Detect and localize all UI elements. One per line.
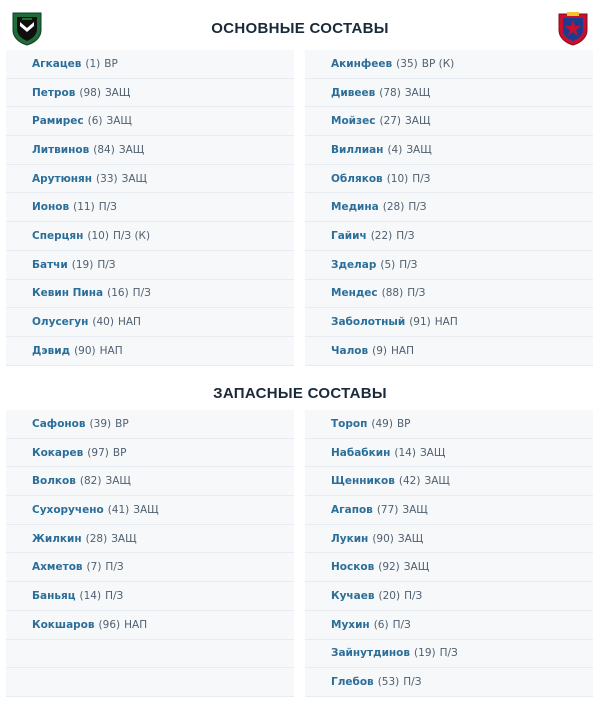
- player-position: ЗАЩ: [133, 503, 159, 516]
- player-position: ЗАЩ: [104, 86, 131, 99]
- player-row[interactable]: [6, 496, 294, 525]
- player-row[interactable]: [6, 193, 294, 222]
- player-row[interactable]: [305, 107, 593, 136]
- player-row[interactable]: [6, 582, 294, 611]
- player-position: ЗАЩ: [105, 475, 131, 488]
- player-position: П/З: [392, 618, 411, 631]
- player-row[interactable]: [305, 251, 593, 280]
- player-row[interactable]: [6, 165, 294, 194]
- player-position: П/З (К): [112, 229, 151, 242]
- player-row[interactable]: [305, 439, 593, 468]
- player-row[interactable]: [305, 165, 593, 194]
- player-position: П/З: [403, 676, 422, 689]
- player-position: НАП: [124, 618, 148, 631]
- player-name[interactable]: Рамирес: [32, 115, 84, 128]
- player-position: П/З: [404, 589, 423, 602]
- player-name[interactable]: Гайич: [331, 229, 367, 242]
- player-number: (53): [377, 676, 400, 689]
- player-number: (19): [71, 258, 94, 271]
- player-name[interactable]: Обляков: [331, 172, 383, 185]
- player-row[interactable]: [305, 79, 593, 108]
- player-number: (5): [380, 258, 396, 271]
- player-number: (90): [372, 532, 394, 545]
- player-position: НАП: [99, 344, 123, 357]
- player-position: ЗАЩ: [403, 561, 430, 574]
- player-row[interactable]: [305, 611, 593, 640]
- player-row[interactable]: [6, 467, 294, 496]
- player-position: П/З: [98, 201, 117, 214]
- player-position: П/З: [439, 647, 458, 660]
- player-number: (42): [398, 475, 421, 488]
- player-name[interactable]: Дивеев: [331, 86, 376, 99]
- player-position: П/З: [132, 287, 151, 300]
- player-name[interactable]: Щенников: [331, 475, 395, 488]
- player-number: (27): [379, 115, 402, 128]
- player-row[interactable]: [6, 525, 294, 554]
- player-number: (10): [87, 229, 109, 242]
- player-position: П/З: [105, 589, 124, 602]
- player-number: (22): [370, 229, 393, 242]
- player-row[interactable]: [305, 467, 593, 496]
- player-name[interactable]: Носков: [331, 561, 375, 574]
- player-name[interactable]: Сухоручено: [32, 503, 104, 516]
- player-name[interactable]: Зайнутдинов: [331, 647, 411, 660]
- starting-home-list: [6, 50, 294, 366]
- player-number: (78): [379, 86, 401, 99]
- player-number: (1): [85, 57, 101, 70]
- player-number: (10): [386, 172, 409, 185]
- player-name[interactable]: Глебов: [331, 676, 374, 689]
- player-position: П/З: [412, 172, 431, 185]
- player-row[interactable]: [305, 222, 593, 251]
- player-row[interactable]: [305, 308, 593, 337]
- player-number: (20): [378, 589, 401, 602]
- player-number: (84): [93, 143, 115, 156]
- player-row[interactable]: [6, 337, 294, 366]
- player-name[interactable]: Батчи: [32, 258, 68, 271]
- player-number: (14): [79, 589, 102, 602]
- player-name[interactable]: Набабкин: [331, 446, 391, 459]
- player-number: (6): [87, 115, 103, 128]
- player-name[interactable]: Кевин Пина: [32, 287, 104, 300]
- player-position: ЗАЩ: [106, 115, 132, 128]
- player-position: ВР: [115, 417, 129, 430]
- player-number: (35): [396, 57, 418, 70]
- player-row[interactable]: [6, 50, 294, 79]
- player-number: (6): [373, 618, 389, 631]
- player-name[interactable]: Кокшаров: [32, 618, 95, 631]
- player-position: ЗАЩ: [406, 143, 432, 156]
- player-row[interactable]: [305, 668, 593, 697]
- player-name[interactable]: Жилкин: [32, 532, 82, 545]
- player-number: (16): [107, 287, 129, 300]
- starting-lineups-header: [0, 0, 600, 56]
- player-row[interactable]: [6, 553, 294, 582]
- player-row[interactable]: [305, 525, 593, 554]
- player-name[interactable]: Заболотный: [331, 316, 406, 329]
- player-name[interactable]: Акинфеев: [331, 57, 393, 70]
- player-number: (92): [378, 561, 400, 574]
- player-position: П/З: [407, 287, 426, 300]
- player-position: НАП: [434, 316, 458, 329]
- cska-logo-icon: [556, 10, 590, 46]
- player-position: ЗАЩ: [419, 446, 446, 459]
- player-name[interactable]: Мендес: [331, 287, 378, 300]
- player-position: ЗАЩ: [118, 143, 145, 156]
- player-name[interactable]: Кокарев: [32, 446, 84, 459]
- player-name[interactable]: Агкацев: [32, 57, 82, 70]
- player-position: ЗАЩ: [111, 532, 137, 545]
- player-number: (28): [85, 532, 108, 545]
- player-position: П/З: [97, 258, 116, 271]
- empty-row: [6, 640, 294, 669]
- player-number: (97): [87, 446, 109, 459]
- player-name[interactable]: Баньяц: [32, 589, 76, 602]
- substitutes-away-list: [305, 410, 593, 697]
- player-position: П/З: [396, 229, 415, 242]
- player-row[interactable]: [305, 582, 593, 611]
- substitutes-header: [0, 365, 600, 409]
- player-name[interactable]: Лукин: [331, 532, 369, 545]
- player-row[interactable]: [6, 280, 294, 309]
- player-position: НАП: [117, 316, 141, 329]
- player-number: (14): [394, 446, 416, 459]
- player-number: (82): [79, 475, 102, 488]
- player-row[interactable]: [6, 251, 294, 280]
- player-number: (33): [96, 172, 118, 185]
- player-name[interactable]: Сафонов: [32, 417, 86, 430]
- player-row[interactable]: [305, 193, 593, 222]
- starting-lineups-title: ОСНОВНЫЕ СОСТАВЫ: [211, 20, 389, 37]
- player-row[interactable]: [305, 50, 593, 79]
- player-number: (40): [92, 316, 114, 329]
- player-row[interactable]: [6, 107, 294, 136]
- player-number: (28): [382, 201, 405, 214]
- player-name[interactable]: Сперцян: [32, 229, 84, 242]
- player-name[interactable]: Медина: [331, 201, 379, 214]
- substitutes-title: ЗАПАСНЫЕ СОСТАВЫ: [213, 385, 387, 402]
- player-position: ЗАЩ: [404, 86, 431, 99]
- player-name[interactable]: Арутюнян: [32, 172, 93, 185]
- player-row[interactable]: [305, 337, 593, 366]
- player-row[interactable]: [305, 553, 593, 582]
- player-name[interactable]: Мухин: [331, 618, 370, 631]
- empty-row: [6, 668, 294, 697]
- player-row[interactable]: [305, 280, 593, 309]
- player-position: ВР: [112, 446, 127, 459]
- player-position: ЗАЩ: [397, 532, 424, 545]
- player-position: П/З: [399, 258, 418, 271]
- substitutes-home-list: [6, 410, 294, 697]
- player-row[interactable]: [6, 410, 294, 439]
- player-number: (98): [79, 86, 101, 99]
- player-row[interactable]: [305, 640, 593, 669]
- player-name[interactable]: Мойзес: [331, 115, 376, 128]
- player-position: ЗАЩ: [121, 172, 148, 185]
- player-name[interactable]: Литвинов: [32, 143, 90, 156]
- player-row[interactable]: [6, 439, 294, 468]
- player-number: (4): [387, 143, 403, 156]
- player-position: ВР: [396, 417, 411, 430]
- player-name[interactable]: Кучаев: [331, 589, 375, 602]
- player-position: ВР: [104, 57, 118, 70]
- player-position: П/З: [105, 561, 124, 574]
- player-row[interactable]: [305, 496, 593, 525]
- player-number: (88): [381, 287, 404, 300]
- player-number: (77): [376, 503, 399, 516]
- player-number: (49): [371, 417, 393, 430]
- player-name[interactable]: Дэвид: [32, 344, 71, 357]
- player-number: (9): [372, 344, 387, 357]
- player-number: (11): [73, 201, 95, 214]
- player-position: ЗАЩ: [424, 475, 450, 488]
- player-number: (19): [414, 647, 436, 660]
- player-position: ЗАЩ: [405, 115, 431, 128]
- player-row[interactable]: [6, 136, 294, 165]
- starting-away-list: [305, 50, 593, 366]
- player-name[interactable]: Ахметов: [32, 561, 83, 574]
- player-position: ЗАЩ: [402, 503, 428, 516]
- player-name[interactable]: Виллиан: [331, 143, 384, 156]
- player-name[interactable]: Чалов: [331, 344, 369, 357]
- player-number: (39): [89, 417, 112, 430]
- player-row[interactable]: [305, 136, 593, 165]
- player-number: (41): [107, 503, 130, 516]
- player-row[interactable]: [6, 222, 294, 251]
- player-number: (7): [86, 561, 102, 574]
- player-name[interactable]: Тороп: [331, 417, 368, 430]
- player-row[interactable]: [6, 308, 294, 337]
- player-name[interactable]: Зделар: [331, 258, 377, 271]
- player-number: (90): [74, 344, 96, 357]
- player-position: НАП: [391, 344, 414, 357]
- player-position: П/З: [408, 201, 427, 214]
- player-name[interactable]: Агапов: [331, 503, 373, 516]
- player-name[interactable]: Волков: [32, 475, 76, 488]
- player-number: (96): [98, 618, 121, 631]
- player-row[interactable]: [305, 410, 593, 439]
- substitutes-section: [0, 365, 600, 689]
- player-row[interactable]: [6, 611, 294, 640]
- player-name[interactable]: Петров: [32, 86, 76, 99]
- player-position: ВР (К): [421, 57, 455, 70]
- player-name[interactable]: Олусегун: [32, 316, 89, 329]
- player-number: (91): [409, 316, 431, 329]
- player-name[interactable]: Ионов: [32, 201, 70, 214]
- player-row[interactable]: [6, 79, 294, 108]
